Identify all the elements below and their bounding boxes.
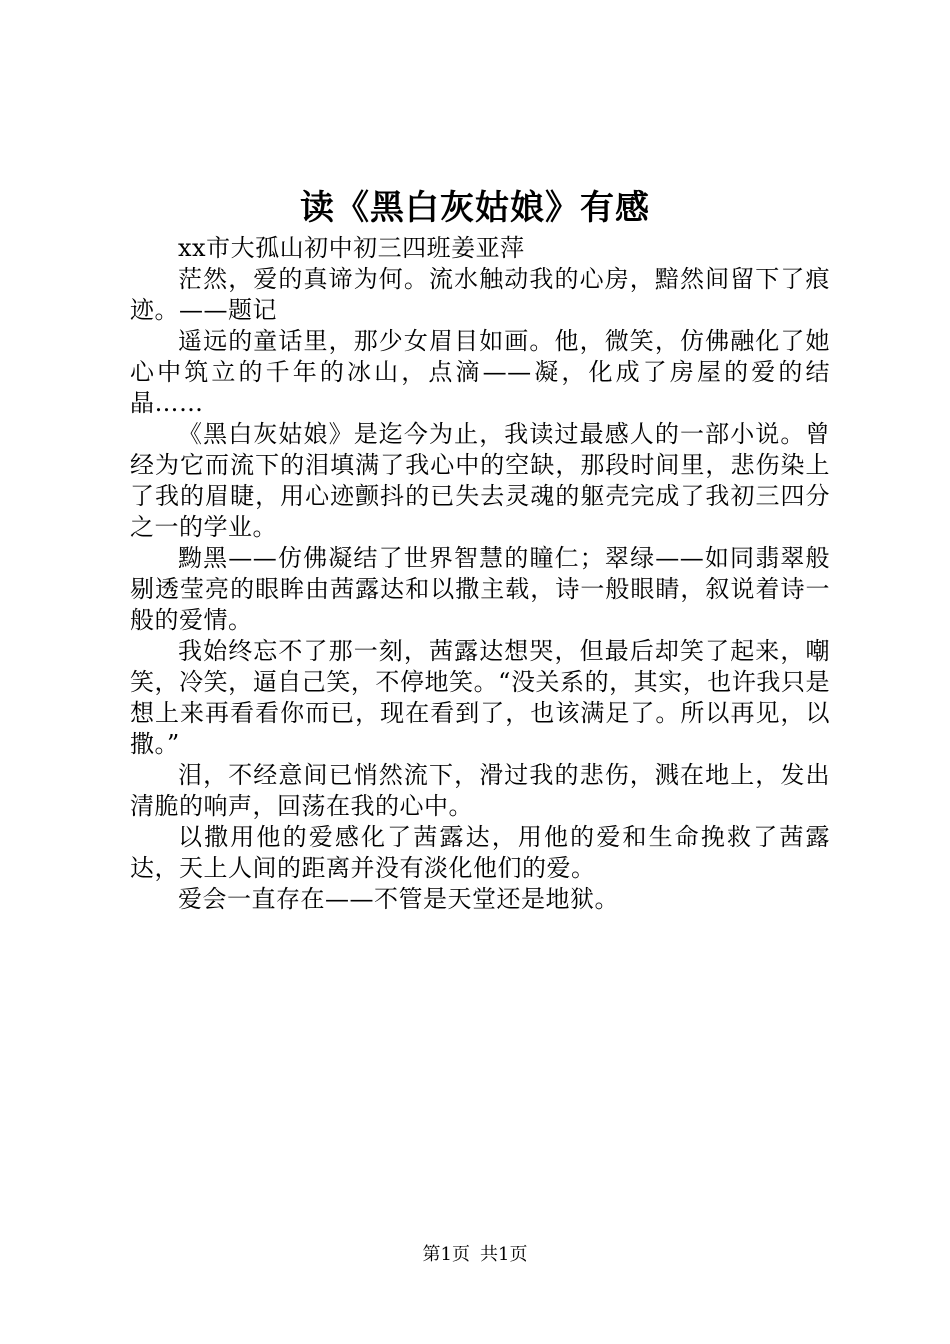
page-total: 共1页: [480, 1244, 528, 1265]
page-footer: [0, 1242, 950, 1268]
paragraph: 我始终忘不了那一刻，茜露达想哭，但最后却笑了起来，嘲笑，冷笑，逼自己笑，不停地笑。“没关系的，其实，也许我只是想上来再看看你而已，现在看到了，也该满足了。所以再见，以撒。”: [130, 637, 830, 758]
author-line: xx市大孤山初中初三四班姜亚萍: [178, 234, 525, 262]
paragraph: 《黑白灰姑娘》是迄今为止，我读过最感人的一部小说。曾经为它而流下的泪填满了我心中的空缺，那段时间里，悲伤染上了我的眉睫，用心迹颤抖的已失去灵魂的躯壳完成了我初三四分之一的学业。: [130, 420, 830, 541]
document-title: 读《黑白灰姑娘》有感: [300, 188, 650, 228]
paragraph: 爱会一直存在——不管是天堂还是地狱。: [178, 885, 619, 913]
document-body: [130, 233, 830, 915]
paragraph: 泪，不经意间已悄然流下，滑过我的悲伤，溅在地上，发出清脆的响声，回荡在我的心中。: [130, 761, 830, 820]
paragraph: 遥远的童话里，那少女眉目如画。他，微笑，仿佛融化了她心中筑立的千年的冰山，点滴——凝，化成了房屋的爱的结晶……: [130, 327, 830, 417]
paragraph-epigraph: 茫然，爱的真谛为何。流水触动我的心房，黯然间留下了痕迹。——题记: [130, 265, 830, 324]
page-number: 第1页: [422, 1244, 470, 1265]
paragraph: 黝黑——仿佛凝结了世界智慧的瞳仁；翠绿——如同翡翠般剔透莹亮的眼眸由茜露达和以撒主载，诗一般眼睛，叙说着诗一般的爱情。: [130, 544, 830, 634]
paragraph: 以撒用他的爱感化了茜露达，用他的爱和生命挽救了茜露达，天上人间的距离并没有淡化他们的爱。: [130, 823, 830, 882]
